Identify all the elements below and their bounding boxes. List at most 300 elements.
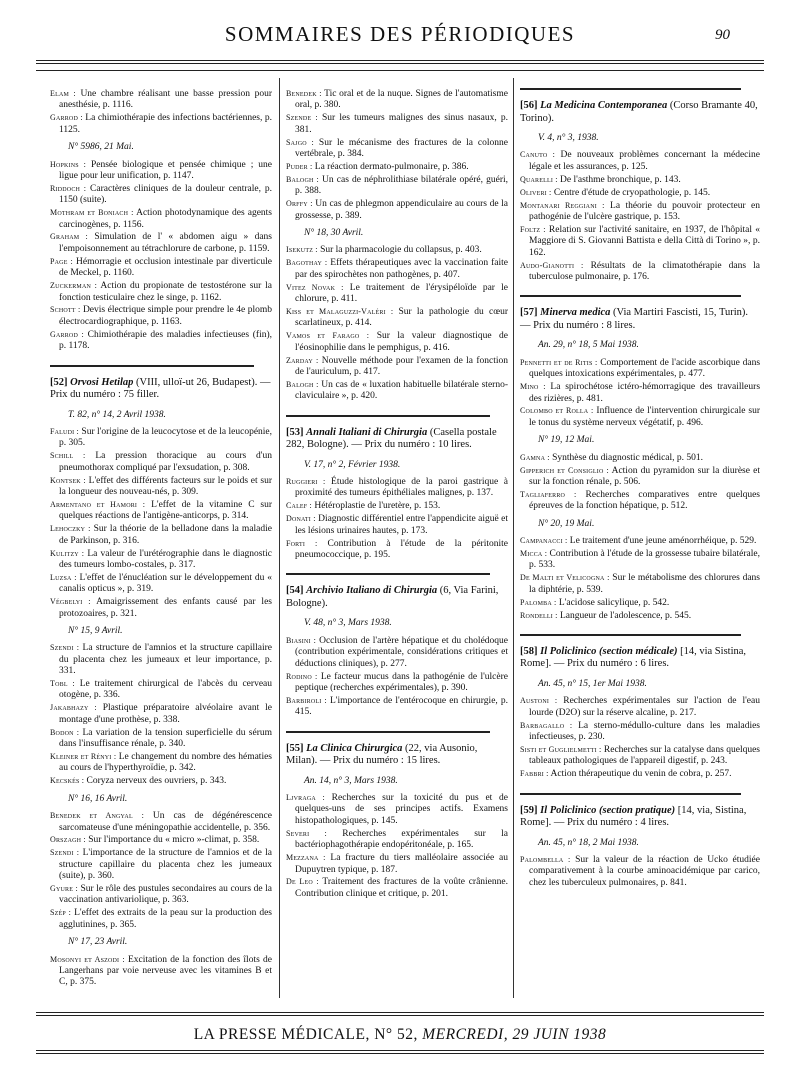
issue-date: N° 5986, 21 Mai. [68, 142, 134, 153]
article-entry [50, 329, 272, 353]
article-text: Recherches expérimentales sur la bactériophagothérapie endopéritonéale, p. 165. [295, 828, 509, 851]
article-text: Action thérapeutique du venin de cobra, p. 257. [550, 769, 732, 780]
page-number: 90 [715, 27, 730, 43]
article-entry [286, 635, 508, 670]
journal-number: [52] [50, 376, 68, 388]
entry-list [286, 635, 508, 719]
article-author: Biasini : [286, 635, 317, 645]
article-entry [286, 538, 508, 562]
article-text: Sur la pharmacologie du collapsus, p. 403. [320, 245, 482, 256]
article-entry [520, 744, 760, 768]
column-divider [513, 78, 514, 998]
column-right [520, 88, 760, 890]
article-text: Synthèse du diagnostic médical, p. 501. [552, 452, 704, 463]
article-text: La variation de la tension superficielle du sérum dans l'insuffisance rénale, p. 340. [59, 727, 273, 750]
article-text: Sur la valeur diagnostique de l'éosinophilie dans le pemphigus, p. 416. [295, 331, 508, 353]
article-text: Contribution à l'étude de la grossesse tubaire bilatérale, p. 533. [529, 548, 760, 571]
article-entry [50, 702, 272, 726]
journal-heading [50, 377, 272, 402]
article-author: Gipperich et Consiglio : [520, 465, 609, 475]
article-author: De Leo : [286, 877, 319, 887]
article-text: La structure de l'amnios et la structure capillaire du placenta chez les jumeaux et leur importance, p. 331. [59, 643, 272, 677]
article-author: Kontsek : [50, 475, 86, 485]
journal-heading [520, 100, 760, 125]
section-separator [286, 573, 490, 575]
article-entry [520, 854, 760, 889]
article-author: Severi : [286, 828, 327, 838]
article-text: L'effet des différents facteurs sur le poids et sur la longueur des nouveau-nés, p. 309. [59, 475, 273, 497]
article-author: Canuto : [520, 150, 556, 160]
article-entry [520, 357, 760, 381]
article-author: Forti : [286, 538, 318, 548]
entry-list [520, 149, 760, 283]
article-text: Sur l'origine de la leucocytose et de la leucopénie, p. 305. [59, 426, 273, 449]
article-author: Vitez Novak : [286, 282, 344, 292]
article-text: Une chambre réalisant une basse pression pour anesthésie, p. 1116. [59, 89, 272, 111]
article-author: Elam : [50, 89, 76, 98]
article-entry [520, 695, 760, 719]
entry-list [286, 244, 508, 402]
article-entry [50, 907, 272, 931]
article-text: La spirochétose ictéro-hémorragique des travailleurs des rizières, p. 481. [529, 382, 761, 404]
article-text: De l'asthme bronchique, p. 143. [560, 174, 681, 185]
article-entry [520, 174, 760, 186]
entry-list [50, 954, 272, 989]
article-text: Relation sur l'activité sanitaire, en 1937, de l'hôpital « Maggiore di S. Giovanni Battista e della Città di Torino », p. 162. [529, 224, 760, 258]
journal-info: [14, via Sistina, Rome]. — Prix du numéro : 6 lires. [520, 645, 747, 670]
article-entry [520, 548, 760, 572]
article-text: Sur le métabolisme des chlorures dans la diphtérie, p. 539. [529, 573, 760, 595]
article-author: Kecskés : [50, 776, 85, 786]
article-entry [50, 775, 272, 787]
article-author: Rodino : [286, 671, 318, 681]
article-entry [50, 596, 272, 620]
footer-date: MERCREDI, 29 JUIN 1938 [422, 1026, 607, 1043]
article-author: Zarday : [286, 355, 319, 365]
column-divider [279, 78, 280, 998]
journal-info: [14, via, Sistina, Rome]. — Prix du numéro : 4 lires. [520, 804, 747, 829]
issue-date: An. 45, n° 18, 2 Mai 1938. [538, 837, 639, 848]
article-entry [286, 137, 508, 161]
journal-info: (Casella postale 282, Bologne). — Prix du numéro : 10 lires. [286, 426, 497, 451]
article-entry [50, 810, 272, 834]
article-entry [50, 642, 272, 677]
article-author: Mothram et Boniach : [50, 208, 134, 218]
journal-title: Annali Italiani di Chirurgia [306, 426, 428, 438]
section-separator [520, 793, 741, 795]
article-author: Graham : [50, 232, 88, 242]
article-entry [286, 828, 508, 852]
article-entry [50, 207, 272, 231]
article-author: Balogh : [286, 174, 319, 184]
journal-title: Orvosi Hetilap [70, 376, 134, 388]
article-author: Faludi : [50, 426, 79, 436]
article-text: Sur le mécanisme des fractures de la colonne vertébrale, p. 384. [295, 137, 509, 160]
article-entry [520, 405, 760, 429]
issue-date: N° 19, 12 Mai. [538, 435, 595, 446]
article-author: Riddoch : [50, 183, 87, 193]
article-entry [520, 452, 760, 464]
article-author: Ruggieri : [286, 477, 326, 487]
article-text: Sur le rôle des pustules secondaires au cours de la vaccination antivariolique, p. 363. [59, 884, 272, 906]
article-text: Pensée biologique et pensée chimique ; une ligue pour leur unification, p. 1147. [59, 159, 272, 181]
article-author: Quarelli : [520, 174, 558, 184]
article-author: Mino : [520, 382, 546, 392]
journal-number: [55] [286, 742, 304, 754]
article-entry [50, 678, 272, 702]
article-entry [520, 260, 760, 284]
article-entry [520, 149, 760, 173]
article-author: Palombella : [520, 855, 571, 865]
journal-heading [286, 585, 508, 610]
article-author: Zuckerman : [50, 281, 98, 291]
article-text: Action du propionate de testostérone sur la fonction testiculaire chez le singe, p. 1162. [59, 281, 272, 303]
article-text: La pression thoracique au cours d'un pneumothorax compliqué par l'exsudation, p. 308. [59, 451, 273, 473]
entry-list [520, 695, 760, 780]
article-text: Traitement des fractures de la voûte crânienne. Contribution clinique et critique, p. 201. [295, 877, 508, 899]
article-text: Centre d'étude de cryopathologie, p. 145. [553, 187, 711, 198]
article-author: Bagothay : [286, 258, 328, 268]
article-entry [50, 256, 272, 280]
page-footer [0, 1026, 800, 1044]
issue-date: N° 18, 30 Avril. [304, 227, 364, 238]
journal-title: Minerva medica [540, 307, 611, 319]
article-author: Luzsa : [50, 572, 77, 582]
article-author: Sajgo : [286, 137, 314, 147]
article-author: Sisti et Guglielmetti : [520, 744, 602, 754]
article-author: Mezzana : [286, 853, 326, 863]
footer-journal: LA PRESSE MÉDICALE, [193, 1026, 370, 1043]
article-author: De Malti et Velicogna : [520, 573, 610, 583]
article-entry [286, 476, 508, 500]
article-entry [286, 88, 508, 112]
journal-heading [286, 427, 508, 452]
article-author: Orszagh : [50, 835, 86, 845]
article-entry [50, 88, 272, 112]
issue-date: V. 48, n° 3, Mars 1938. [304, 618, 392, 629]
header-rule-thin [36, 70, 764, 71]
article-entry [50, 231, 272, 255]
article-text: Tic oral et de la nuque. Signes de l'automatisme oral, p. 380. [295, 89, 508, 111]
entry-list [286, 88, 508, 222]
article-author: Szendi : [50, 643, 80, 653]
journal-heading [520, 646, 760, 671]
article-author: Kiss et Malaguzzi-Valéri : [286, 306, 394, 316]
article-text: De nouveaux problèmes concernant la médecine légale et les assurances, p. 125. [529, 150, 760, 172]
entry-list [50, 159, 272, 353]
article-entry [286, 355, 508, 379]
article-author: Kulitzy : [50, 548, 85, 558]
footer-rule [36, 1012, 764, 1016]
article-author: Page : [50, 256, 73, 266]
entry-list [286, 792, 508, 900]
footer-rule-bottom [36, 1050, 764, 1054]
article-text: Résultats de la climatothérapie dans la tuberculose pulmonaire, p. 176. [529, 260, 761, 282]
article-text: Occlusion de l'artère hépatique et du cholédoque (contribution expérimentale, considérations critiques et déductions cliniques), p. 277. [295, 635, 508, 669]
article-text: Plastique préparatoire alvéolaire avant le montage d'une prothèse, p. 338. [59, 703, 273, 725]
article-entry [286, 852, 508, 876]
article-author: Schott : [50, 305, 81, 315]
article-author: Mosonyi et Aszodi : [50, 954, 125, 964]
article-author: Colombo et Rolla : [520, 406, 594, 416]
article-author: Isekutz : [286, 245, 318, 255]
article-text: Influence de l'intervention chirurgicale sur le tonus du système nerveux végétatif, p. 496. [529, 406, 761, 428]
article-author: Szende : [286, 113, 318, 123]
section-separator [520, 295, 741, 297]
journal-number: [59] [520, 804, 538, 816]
journal-title: Archivio Italiano di Chirurgia [306, 585, 438, 597]
article-entry [50, 751, 272, 775]
article-text: Diagnostic différentiel entre l'appendicite aiguë et les lésions urinaires hautes, p. 173. [295, 514, 508, 536]
page-title: SOMMAIRES DES PÉRIODIQUES [224, 22, 576, 46]
article-author: Hopkins : [50, 159, 87, 169]
article-author: Garrod : [50, 329, 84, 339]
article-entry [50, 304, 272, 328]
entry-list [520, 452, 760, 513]
article-author: Barbiroli : [286, 695, 327, 705]
article-author: Barbagallo : [520, 720, 573, 730]
entry-list [50, 426, 272, 620]
entry-list [50, 642, 272, 787]
article-author: Foltz : [520, 224, 546, 234]
journal-number: [56] [520, 100, 538, 111]
article-author: Tobl : [50, 679, 75, 689]
issue-date: An. 14, n° 3, Mars 1938. [304, 775, 398, 786]
article-author: Tagliaferro : [520, 489, 577, 499]
article-text: Langueur de l'adolescence, p. 545. [559, 610, 692, 621]
column-left [50, 88, 272, 989]
article-entry [520, 768, 760, 780]
article-entry [286, 379, 508, 403]
article-entry [50, 112, 272, 136]
article-text: La chimiothérapie des infections bactériennes, p. 1125. [59, 113, 273, 135]
article-text: Action du pyramidon sur la diurèse et sur la fonction rénale, p. 506. [529, 465, 760, 487]
article-text: La sterno-médullo-culture dans les maladies infectieuses, p. 230. [529, 720, 760, 743]
article-entry [520, 465, 760, 489]
article-entry [50, 280, 272, 304]
article-author: Szép : [50, 908, 72, 918]
entry-list [520, 357, 760, 429]
section-separator [520, 88, 741, 90]
article-text: Recherches comparatives entre quelques épreuves de la fonction hépatique, p. 512. [529, 489, 760, 512]
article-text: Sur l'importance du « micro »-climat, p. 358. [88, 835, 260, 846]
entry-list [50, 810, 272, 931]
article-text: Le traitement de l'érysipéloïde par le chlorure, p. 411. [295, 282, 509, 304]
article-text: La valeur de l'urétérographie dans le diagnostic des tumeurs lombo-costales, p. 317. [59, 548, 272, 570]
article-text: Comportement de l'acide ascorbique dans quelques intoxications expérimentales, p. 477. [529, 357, 761, 380]
article-entry [286, 282, 508, 306]
article-text: Recherches sur la catalyse dans quelques tableaux pathologiques de l'appareil digestif, p. 243. [529, 744, 760, 767]
article-author: Austoni : [520, 696, 558, 706]
article-author: Calef : [286, 501, 312, 511]
article-entry [50, 834, 272, 846]
issue-date: An. 29, n° 18, 5 Mai 1938. [538, 340, 639, 351]
article-author: Garrod : [50, 113, 83, 123]
article-text: Recherches sur la toxicité du pus et de quelques-uns de ses principes actifs. Examens histopathologiques, p. 145. [295, 793, 508, 826]
journal-title: Il Policlinico (section médicale) [540, 645, 678, 657]
article-entry [520, 572, 760, 596]
entry-list [286, 476, 508, 561]
article-entry [50, 883, 272, 907]
article-entry [50, 475, 272, 499]
article-author: Micca : [520, 548, 548, 558]
article-entry [50, 727, 272, 751]
article-author: Puder : [286, 161, 313, 171]
article-text: Le traitement chirurgical de l'abcès du cerveau otogène, p. 336. [59, 679, 272, 701]
entry-list [50, 88, 272, 136]
article-entry [50, 523, 272, 547]
article-text: Action photodynamique des agents carcinogènes, p. 1156. [59, 208, 272, 230]
article-entry [286, 244, 508, 256]
article-entry [286, 671, 508, 695]
article-entry [286, 513, 508, 537]
article-text: Le traitement d'une jeune aménorrhéique, p. 529. [569, 536, 757, 547]
article-entry [286, 500, 508, 512]
article-author: Benedek et Angyal : [50, 811, 144, 821]
article-text: Coryza nerveux des ouvriers, p. 343. [86, 776, 227, 787]
article-text: Sur la théorie de la belladone dans la maladie de Parkinson, p. 316. [59, 524, 272, 546]
article-entry [520, 489, 760, 513]
article-entry [520, 535, 760, 547]
article-entry [520, 720, 760, 744]
section-separator [520, 634, 741, 636]
article-text: Un cas de « luxation habituelle bilatérale sterno-claviculaire », p. 420. [295, 379, 508, 402]
article-author: Schill : [50, 451, 86, 461]
issue-date: V. 4, n° 3, 1938. [538, 133, 599, 143]
article-author: Gamna : [520, 452, 550, 462]
issue-date: N° 17, 23 Avril. [68, 937, 128, 948]
journal-number: [57] [520, 307, 538, 319]
journal-info: (VIII, ulloï-ut 26, Budapest). — Prix du numéro : 75 filler. [50, 376, 271, 401]
article-entry [50, 954, 272, 989]
article-text: La fracture du tiers malléolaire associée au Dupuytren typique, p. 187. [295, 853, 509, 875]
article-author: Lehoczky : [50, 524, 91, 534]
article-text: Chimiothérapie des maladies infectieuses (fin), p. 1178. [59, 329, 273, 352]
journal-number: [58] [520, 645, 538, 657]
article-author: Végbelyi : [50, 597, 91, 607]
article-entry [50, 159, 272, 183]
article-text: Excitation de la fonction des îlots de Langerhans par voie nerveuse avec les vitamines B et C, p. 375. [59, 954, 272, 988]
article-text: Sur les tumeurs malignes des sinus nasaux, p. 381. [295, 113, 509, 135]
footer-issue: N° 52, [374, 1026, 418, 1043]
article-author: Armentano et Hamori : [50, 499, 146, 509]
article-entry [50, 572, 272, 596]
journal-heading [286, 743, 508, 768]
issue-date: N° 16, 16 Avril. [68, 793, 128, 804]
journal-title: La Clinica Chirurgica [306, 742, 403, 754]
article-text: Étude histologique de la paroi gastrique à proximité des tumeurs épithéliales malignes, p. 137. [295, 477, 508, 499]
article-text: Hétéroplastie de l'uretère, p. 153. [314, 501, 441, 512]
article-text: Sur la pathologie du cœur scarlatineux, p. 414. [295, 306, 508, 329]
article-text: L'effet de l'énucléation sur le développement du « canalis opticus », p. 319. [59, 572, 272, 595]
section-separator [50, 365, 254, 367]
article-author: Vamos et Farago : [286, 331, 370, 341]
article-author: Donati : [286, 514, 316, 524]
header-rule [36, 60, 764, 64]
article-text: Recherches expérimentales sur l'action de l'eau lourde (D2O) sur la réserve alcaline, p. 217. [529, 696, 760, 718]
article-author: Jakabhazy : [50, 703, 97, 713]
article-author: Campanacci : [520, 536, 568, 546]
article-text: Devis électrique simple pour prendre le 4e plomb électrocardiographique, p. 1163. [59, 305, 273, 327]
issue-date: An. 45, n° 15, 1er Mai 1938. [538, 678, 647, 689]
article-author: Fabbri : [520, 769, 549, 779]
article-entry [286, 257, 508, 281]
column-middle [286, 88, 508, 901]
article-text: Le changement du nombre des hématies au cours de l'hyperthyroïdie, p. 342. [59, 752, 272, 774]
article-text: L'effet de la vitamine C sur quelques réactions de l'antigène-anticorps, p. 314. [59, 499, 272, 522]
article-entry [50, 548, 272, 572]
article-text: Un cas de dégénérescence sarcomateuse d'une méningopathie accidentelle, p. 356. [59, 811, 272, 833]
article-entry [286, 174, 508, 198]
article-entry [286, 330, 508, 354]
article-entry [50, 499, 272, 523]
article-text: L'effet des extraits de la peau sur la production des agglutinines, p. 365. [59, 908, 273, 930]
article-author: Oliveri : [520, 187, 552, 197]
journal-title: La Medicina Contemporanea [540, 100, 668, 111]
article-text: Un cas de phlegmon appendiculaire au cours de la grossesse, p. 389. [295, 199, 509, 221]
issue-date: T. 82, n° 14, 2 Avril 1938. [68, 409, 166, 420]
article-text: Caractères cliniques de la douleur centrale, p. 1150 (suite). [59, 183, 272, 206]
article-text: Nouvelle méthode pour l'examen de la fonction de l'auriculum, p. 417. [295, 355, 508, 377]
article-text: Amaigrissement des enfants causé par les protozoaires, p. 321. [59, 597, 272, 619]
article-entry [50, 426, 272, 450]
article-text: La théorie du pouvoir protecteur en pathogénie de l'ulcère gastrique, p. 153. [529, 200, 761, 222]
article-entry [286, 198, 508, 222]
journal-info: (22, via Ausonio, Milan). — Prix du numéro : 15 lires. [286, 742, 478, 767]
article-text: Hémorragie et occlusion intestinale par diverticule de Meckel, p. 1160. [59, 256, 272, 279]
article-author: Bodon : [50, 727, 80, 737]
journal-number: [54] [286, 585, 304, 597]
journal-info: (6, Via Farini, Bologne). [286, 585, 499, 609]
article-entry [520, 610, 760, 622]
article-author: Palomba : [520, 597, 557, 607]
article-entry [286, 112, 508, 136]
article-entry [520, 200, 760, 224]
entry-list [520, 854, 760, 889]
article-entry [286, 306, 508, 330]
article-author: Ljvraga : [286, 793, 325, 803]
article-author: Audo-Gianotti : [520, 260, 584, 270]
article-author: Balogh : [286, 379, 319, 389]
article-text: L'acidose salicylique, p. 542. [558, 597, 670, 608]
journal-heading [520, 805, 760, 830]
article-entry [286, 161, 508, 173]
article-entry [520, 187, 760, 199]
article-author: Montanari Reggiani : [520, 200, 605, 210]
journal-info: (Via Martiri Fascisti, 15, Turin). — Prix du numéro : 8 lires. [520, 307, 749, 331]
article-text: Effets thérapeutiques avec la vaccination faite par des spirochètes non pathogènes, p. 407. [295, 258, 508, 280]
issue-date: N° 20, 19 Mai. [538, 518, 595, 529]
article-entry [520, 381, 760, 405]
article-author: Orffy : [286, 199, 313, 209]
article-text: Simulation de l' « abdomen aigu » dans l'empoisonnement au tétrachlorure de carbone, p. 1159. [59, 232, 273, 254]
article-text: Contribution à l'étude de la péritonite pneumococcique, p. 195. [295, 538, 508, 560]
article-author: Gyure : [50, 884, 78, 894]
article-text: Le facteur mucus dans la pathogénie de l'ulcère peptique (recherches expérimentales), p. 390. [295, 671, 508, 693]
article-text: L'importance de l'entérocoque en chirurgie, p. 415. [295, 695, 509, 718]
article-author: Kleiner et Rényi : [50, 752, 117, 761]
journal-info: (Corso Bramante 40, Torino). [520, 100, 758, 124]
article-entry [286, 876, 508, 900]
article-entry [50, 450, 272, 474]
article-entry [286, 695, 508, 719]
article-author: Rondelli : [520, 610, 558, 620]
article-text: L'importance de la structure de l'amnios et de la structure capillaire du placenta chez les jumeaux (suite), p. 360. [59, 848, 272, 882]
journal-title: Il Policlinico (section pratique) [540, 804, 676, 816]
article-author: Pennetti et de Ritis : [520, 357, 598, 367]
article-text: Un cas de néphrolithiase bilatérale opéré, guéri, p. 388. [295, 174, 508, 197]
section-separator [286, 415, 490, 417]
